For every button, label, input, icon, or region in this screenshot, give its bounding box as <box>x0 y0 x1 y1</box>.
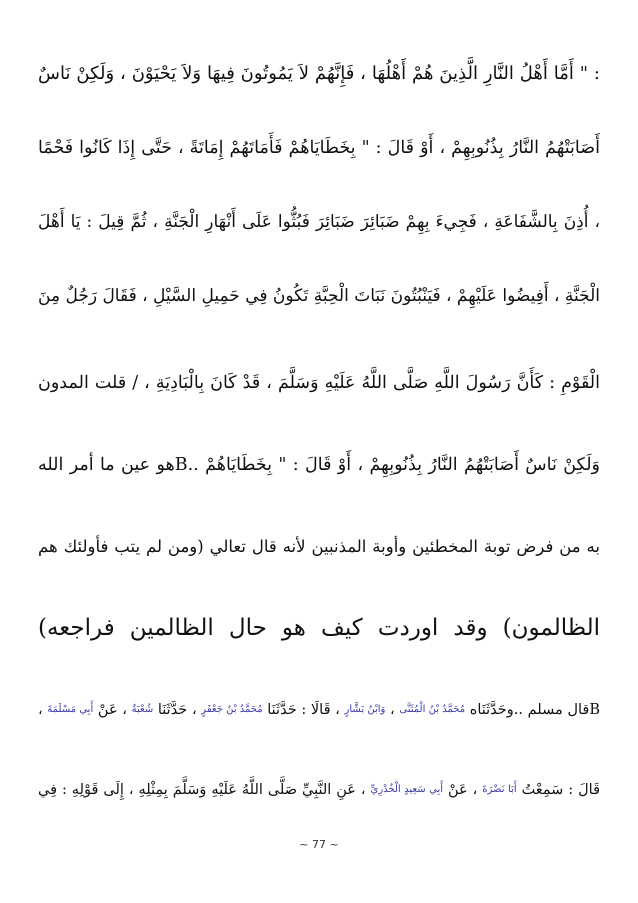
line-9-segment: Bقال مسلم ..وحَدَّثَنَاه <box>465 702 600 718</box>
line-9-segment: ، قَالَا : حَدَّثَنَا <box>262 702 345 718</box>
text-line-7: به من فرض توبة المخطئين وأوبة المذنبين لأنه قال تعالي (ومن لم يتب فأولئك هم <box>38 537 600 556</box>
line-10-segment: ، عَنْ <box>443 782 483 798</box>
line-10-segment: ، عَنِ النَّبِيِّ صَلَّى اللَّهُ عَلَيْهِ وَسَلَّمَ بِمِثْلِهِ ، إِلَى قَوْلِهِ : فِي <box>38 782 371 798</box>
text-line-2: أَصَابَتْهُمُ النَّارُ بِذُنُوبِهِمْ ، أَوْ قَالَ : " بِخَطَايَاهُمْ فَأَمَاتَهُمْ إِمَاتَةً ، حَتَّى إِذَا كَانُوا فَحْمًا <box>38 138 600 158</box>
text-line-8: الظالمون) وقد اوردت كيف هو حال الظالمين فراجعه) <box>38 615 600 641</box>
narrator-name-link[interactable]: أَبِي سَعِيدٍ الْخُدْرِيِّ <box>370 784 444 795</box>
text-line-1: : " أَمَّا أَهْلُ النَّارِ الَّذِينَ هُمْ أَهْلُهَا ، فَإِنَّهُمْ لاَ يَمُوتُونَ فِيهَا وَلاَ يَحْيَوْنَ ، وَلَكِنْ نَاسٌ <box>38 63 600 84</box>
page-number: ~ 77 ~ <box>299 838 339 851</box>
text-line-9 <box>38 690 600 730</box>
line-9-segment: ، حَدَّثَنَا <box>153 702 202 718</box>
text-line-5: الْقَوْمِ : كَأَنَّ رَسُولَ اللَّهِ صَلَّى اللَّهُ عَلَيْهِ وَسَلَّمَ ، قَدْ كَانَ بِالْبَادِيَةِ ، / قلت المدون <box>38 373 600 393</box>
narrator-name-link[interactable]: شُعْبَةُ <box>131 704 154 715</box>
text-line-10 <box>38 770 600 810</box>
narrator-name-link[interactable]: أَبَا نَضْرَةَ <box>482 784 517 795</box>
line-9-segment: ، عَنْ <box>93 702 132 718</box>
text-line-3: ، أُذِنَ بِالشَّفَاعَةِ ، فَجِيءَ بِهِمْ ضَبَائِرَ ضَبَائِرَ فَبُثُّوا عَلَى أَنْهَارِ الْجَنَّةِ ، ثُمَّ قِيلَ : يَا أَهْلَ <box>38 212 600 232</box>
narrator-name-link[interactable]: وَابْنُ بَشَّارٍ <box>344 704 386 715</box>
line-9-segment: ، <box>38 702 48 718</box>
text-line-4: الْجَنَّةِ ، أَفِيضُوا عَلَيْهِمْ ، فَيَنْبُتُونَ نَبَاتَ الْحِبَّةِ تَكُونُ فِي حَمِيلِ السَّيْلِ ، فَقَالَ رَجُلٌ مِنَ <box>38 286 600 306</box>
narrator-name-link[interactable]: مُحَمَّدُ بْنُ جَعْفَرٍ <box>201 704 263 715</box>
narrator-name-link[interactable]: أَبِي مَسْلَمَةَ <box>47 704 94 715</box>
line-10-segment: قَالَ : سَمِعْتُ <box>516 782 600 798</box>
narrator-name-link[interactable]: مُحَمَّدُ بْنُ الْمُثَنَّى <box>399 704 466 715</box>
line-9-segment: ، <box>385 702 400 718</box>
text-line-6: وَلَكِنْ نَاسٌ أَصَابَتْهُمُ النَّارُ بِذُنُوبِهِمْ ، أَوْ قَالَ : " بِخَطَايَاهُمْ ..Bهو عين ما أمر الله <box>38 455 600 475</box>
